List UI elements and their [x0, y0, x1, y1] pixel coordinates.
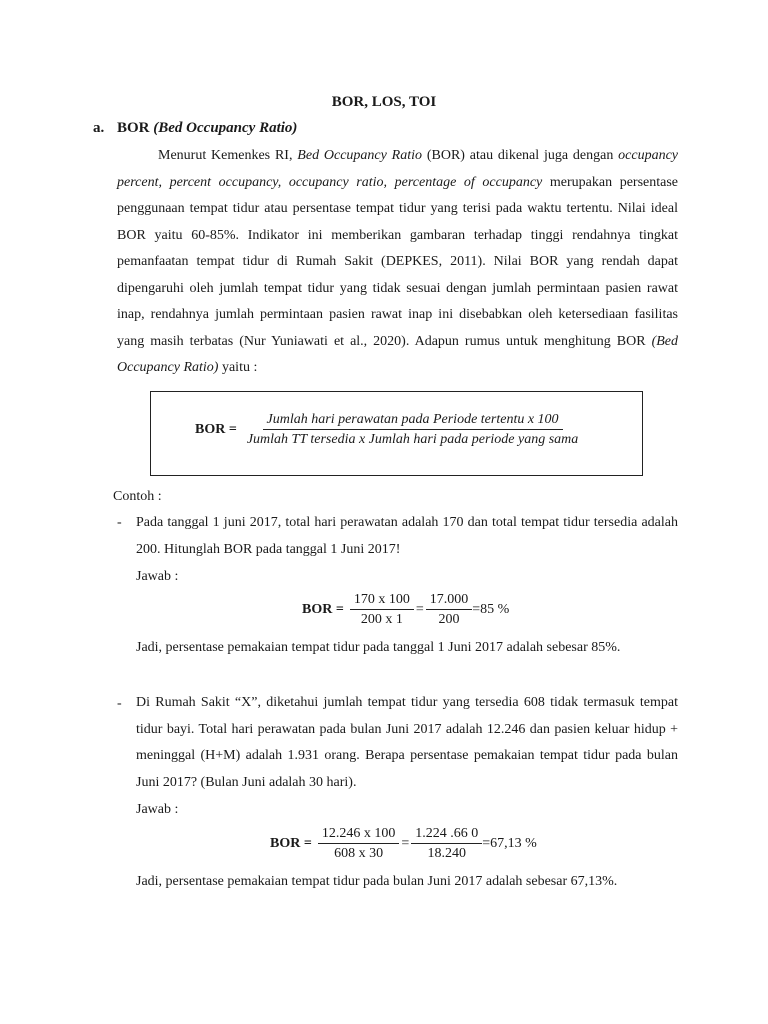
bullet-dash-1: -: [117, 515, 122, 530]
example1-f1-den: 200 x 1: [360, 612, 403, 627]
section-letter: a.: [93, 120, 105, 136]
example1-equals: =: [415, 602, 424, 617]
example1-conclusion: Jadi, persentase pemakaian tempat tidur pada tanggal 1 Juni 2017 adalah sebesar 85%.: [136, 640, 621, 655]
intro-text-4: yaitu :: [218, 360, 258, 375]
example2-f1-den: 608 x 30: [334, 846, 384, 861]
intro-text-3: merupakan persentase penggunaan tempat tidur atau persentase tempat tidur yang terisi pada waktu tertentu. Nilai ideal BOR yaitu 60-85%. Indikator ini memberikan gambaran terhadap tinggi rendahnya tingkat pemanfaatan tempat tidur di Rumah Sakit (DEPKES, 2011). Nilai BOR yang rendah dapat dipengaruhi oleh jumlah tempat tidur yang tidak sesuai dengan jumlah permintaan pasien rawat inap, rendahnya jumlah permintaan pasien rawat inap ini disebabkan oleh ketersediaan fasilitas yang masih terbatas (Nur Yuniawati et al., 2020). Adapun rumus untuk menghitung BOR: [117, 174, 678, 349]
example2-fraction-1: [318, 826, 400, 862]
example2-fraction-2: [411, 826, 482, 862]
example1-result: =85 %: [472, 602, 510, 617]
intro-italic-3: (Bed Occupancy Ratio): [117, 333, 678, 375]
page-title: BOR, LOS, TOI: [331, 94, 437, 110]
example1-formula: [302, 592, 509, 628]
intro-paragraph: [117, 143, 678, 382]
bullet-dash-2: -: [117, 696, 122, 711]
example1-f2-num: 17.000: [426, 592, 473, 610]
example2-equals: =: [401, 836, 410, 851]
example1-lhs: BOR =: [302, 602, 344, 617]
section-heading: [93, 120, 297, 137]
example2-f1-num: 12.246 x 100: [318, 826, 400, 844]
example2-question: Di Rumah Sakit “X”, diketahui jumlah tempat tidur yang tersedia 608 tidak termasuk tempat tidur bayi. Total hari perawatan pada bulan Juni 2017 adalah 12.246 dan pasien keluar hidup + meninggal (H+M) adalah 1.931 orang. Berapa persentase pemakaian tempat tidur pada bulan Juni 2017? (Bulan Juni adalah 30 hari).: [136, 695, 678, 790]
formula-numerator: Jumlah hari perawatan pada Periode tertentu x 100: [263, 412, 563, 430]
example2-f2-den: 18.240: [427, 846, 466, 861]
intro-text-2: (BOR) atau dikenal juga dengan: [422, 148, 619, 163]
section-name-italic: (Bed Occupancy Ratio): [153, 120, 298, 136]
example2-conclusion: Jadi, persentase pemakaian tempat tidur pada bulan Juni 2017 adalah sebesar 67,13%.: [136, 874, 618, 889]
intro-italic-2: occupancy percent, percent occupancy, occupancy ratio, percentage of occupancy: [117, 148, 679, 190]
example2-f2-num: 1.224 .66 0: [411, 826, 482, 844]
formula-denominator: Jumlah TT tersedia x Jumlah hari pada periode yang sama: [246, 432, 579, 447]
bor-formula: [195, 412, 582, 448]
intro-italic-1: Bed Occupancy Ratio: [297, 148, 423, 163]
example2-result: =67,13 %: [482, 836, 537, 851]
intro-text-1: Menurut Kemenkes RI,: [158, 148, 298, 163]
example1-fraction-1: [350, 592, 414, 628]
example2-jawab: Jawab :: [136, 802, 179, 817]
example1-jawab: Jawab :: [136, 569, 179, 584]
example2-lhs: BOR =: [270, 836, 312, 851]
formula-lhs: BOR =: [195, 422, 237, 437]
contoh-label: Contoh :: [113, 489, 162, 504]
example1-fraction-2: [426, 592, 473, 628]
section-name: BOR: [117, 120, 150, 136]
example1-f1-num: 170 x 100: [350, 592, 414, 610]
example1-f2-den: 200: [438, 612, 460, 627]
example2-formula: [270, 826, 537, 862]
formula-fraction: [243, 412, 582, 448]
example1-question: Pada tanggal 1 juni 2017, total hari perawatan adalah 170 dan total tempat tidur tersedia adalah 200. Hitunglah BOR pada tanggal 1 Juni 2017!: [136, 515, 678, 557]
